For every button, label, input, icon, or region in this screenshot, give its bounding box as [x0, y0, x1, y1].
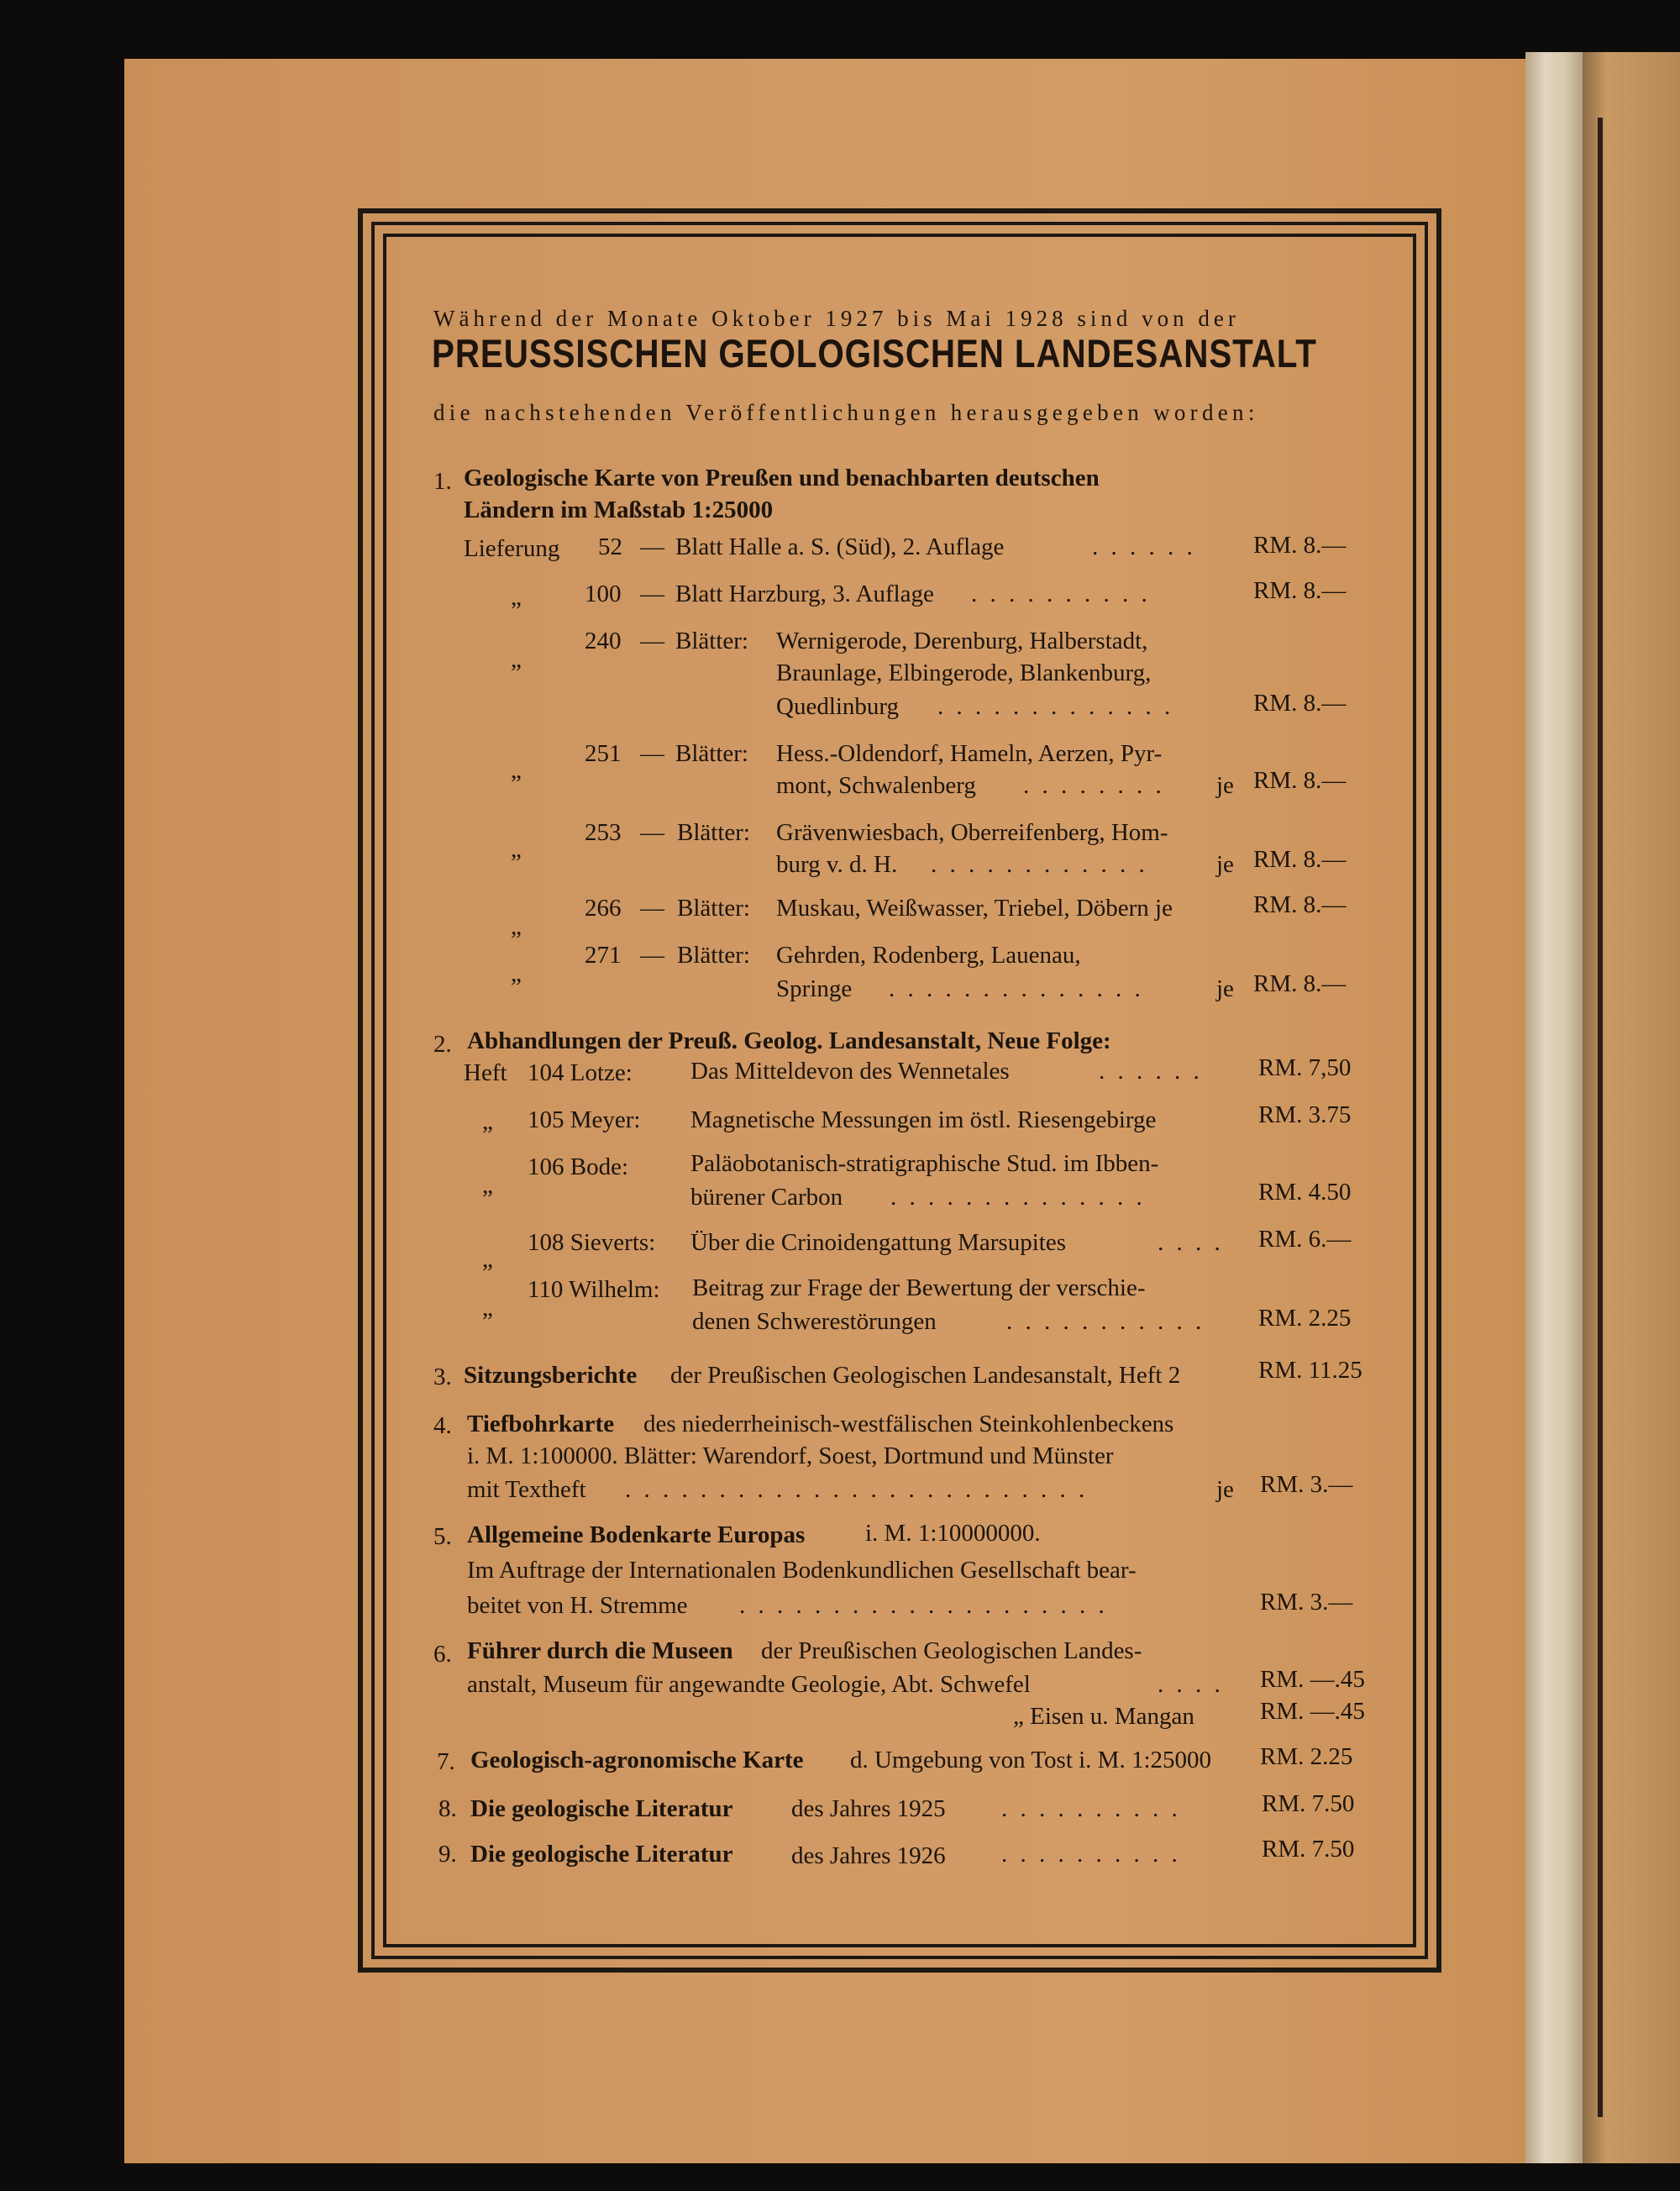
leader-dots: . . . . . . [1099, 1058, 1203, 1085]
section-4-text: des niederrheinisch-westfälischen Steinkohlenbeckens [643, 1411, 1174, 1437]
leader-dots: . . . . . . . . . . [971, 581, 1151, 607]
book-spine [1525, 52, 1583, 2163]
list-item-text: Braunlage, Elbingerode, Blankenburg, [776, 659, 1152, 686]
ditto-mark: „ [482, 1108, 493, 1135]
list-item-dash: — [640, 942, 664, 969]
ditto-mark: „ [482, 1172, 493, 1199]
ditto-mark: „ [482, 1246, 493, 1273]
ditto-mark: „ [511, 646, 522, 673]
leader-dots: . . . . [1158, 1671, 1224, 1698]
list-item-number: 104 Lotze: [528, 1059, 633, 1086]
section-4-number: 4. [433, 1412, 452, 1439]
ditto-mark: „ [511, 584, 522, 611]
list-item-dash: — [640, 581, 664, 607]
leader-dots: . . . . . . . . . . . [1006, 1308, 1205, 1335]
list-item-number: 110 Wilhelm: [528, 1276, 660, 1303]
section-7-bold: Geologisch-agronomische Karte [470, 1747, 804, 1773]
header-subline: die nachstehenden Veröffentlichungen herausgegeben worden: [433, 400, 1259, 425]
ditto-mark: „ [511, 836, 522, 863]
section-5-text: i. M. 1:10000000. [865, 1520, 1041, 1547]
section-4-bold: Tiefbohrkarte [467, 1411, 615, 1437]
header-intro: Während der Monate Oktober 1927 bis Mai 1928 sind von der [433, 306, 1240, 331]
list-item-label: Blätter: [677, 895, 750, 922]
section-8-bold: Die geologische Literatur [470, 1795, 733, 1822]
leader-dots: . . . . . . . . [1023, 772, 1165, 799]
list-item-number: 240 [585, 628, 622, 654]
list-item-number: 266 [585, 895, 622, 922]
list-item-dash: — [640, 740, 664, 767]
price: RM. —.45 [1260, 1698, 1365, 1725]
price: RM. 11.25 [1258, 1357, 1362, 1384]
ditto-mark: „ [511, 757, 522, 784]
section-3-text: der Preußischen Geologischen Landesanstalt, Heft 2 [670, 1362, 1181, 1389]
ditto-mark: „ [482, 1295, 493, 1321]
leader-dots: . . . . . . . . . . . . . . [890, 1184, 1146, 1211]
section-4-text-line3: mit Textheft [467, 1476, 586, 1503]
section-1-number: 1. [433, 468, 452, 495]
list-item-label: Blätter: [675, 628, 748, 654]
list-item-dash: — [640, 895, 664, 922]
section-9-text: des Jahres 1926 [791, 1842, 946, 1869]
leader-dots: . . . . . . . . . . . . [931, 851, 1148, 878]
section-8-text: des Jahres 1925 [791, 1795, 946, 1822]
list-item-text: Magnetische Messungen im östl. Riesengebirge [690, 1106, 1157, 1133]
page-title: PREUSSISCHEN GEOLOGISCHEN LANDESANSTALT [432, 331, 1317, 376]
section-1-title-line2: Ländern im Maßstab 1:25000 [464, 497, 774, 523]
ditto-mark: „ [511, 960, 522, 987]
price: RM. 8.— [1253, 891, 1347, 918]
list-item-text: Muskau, Weißwasser, Triebel, Döbern je [776, 895, 1173, 922]
list-item-number: 105 Meyer: [528, 1106, 641, 1133]
price: RM. 2.25 [1258, 1305, 1352, 1332]
section-2-number: 2. [433, 1031, 452, 1058]
section-2-title: Abhandlungen der Preuß. Geolog. Landesanstalt, Neue Folge: [467, 1027, 1111, 1054]
price: RM. 3.— [1260, 1589, 1353, 1616]
section-4-text-line2: i. M. 1:100000. Blätter: Warendorf, Soest, Dortmund und Münster [467, 1442, 1114, 1469]
price: RM. 8.— [1253, 577, 1347, 604]
list-item-text: Beitrag zur Frage der Bewertung der verschie- [692, 1274, 1146, 1301]
leader-dots: . . . . . . . . . . . . . . [889, 975, 1144, 1002]
list-item-dash: — [640, 628, 664, 654]
price: RM. 8.— [1253, 690, 1347, 717]
list-item-label: Blätter: [675, 740, 748, 767]
list-item-text: Quedlinburg [776, 693, 900, 720]
section-1-title: Geologische Karte von Preußen und benachbarten deutschen [464, 465, 1100, 491]
price: RM. 8.— [1253, 846, 1347, 873]
leader-dots: . . . . . . . . . . . . . . . . . . . . [739, 1592, 1108, 1619]
section-5-number: 5. [433, 1523, 452, 1550]
list-item-prefix: Lieferung [464, 535, 560, 562]
price: RM. 6.— [1258, 1226, 1352, 1253]
list-item-number: 253 [585, 819, 622, 846]
list-item-number: 106 Bode: [528, 1153, 629, 1180]
section-3-bold: Sitzungsberichte [464, 1362, 638, 1389]
list-item-number: 100 [585, 581, 622, 607]
list-item-label: Blätter: [677, 942, 750, 969]
price: RM. —.45 [1260, 1666, 1365, 1693]
list-item-prefix: Heft [464, 1059, 507, 1086]
list-item-text: Blatt Harzburg, 3. Auflage [675, 581, 934, 607]
leader-dots: . . . . . . . . . . [1001, 1841, 1181, 1868]
je-label: je [1216, 1476, 1234, 1503]
price: RM. 8.— [1253, 970, 1347, 997]
list-item-dash: — [640, 533, 664, 560]
list-item-text: Grävenwiesbach, Oberreifenberg, Hom- [776, 819, 1168, 846]
section-8-number: 8. [438, 1795, 457, 1822]
section-6-text-line2: anstalt, Museum für angewandte Geologie, Abt. Schwefel [467, 1671, 1031, 1698]
price: RM. 8.— [1253, 767, 1347, 794]
list-item-text: burg v. d. H. [776, 851, 898, 878]
price: RM. 7,50 [1258, 1054, 1352, 1081]
section-6-text: der Preußischen Geologischen Landes- [761, 1637, 1142, 1664]
list-item-text: Gehrden, Rodenberg, Lauenau, [776, 942, 1081, 969]
je-label: je [1216, 772, 1234, 799]
list-item-text: Das Mitteldevon des Wennetales [690, 1058, 1010, 1085]
section-9-bold: Die geologische Literatur [470, 1841, 733, 1868]
list-item-number: 251 [585, 740, 622, 767]
leader-dots: . . . . [1158, 1229, 1224, 1256]
leader-dots: . . . . . . [1092, 533, 1196, 560]
list-item-text: Über die Crinoidengattung Marsupites [690, 1229, 1066, 1256]
section-5-text-line3: beitet von H. Stremme [467, 1592, 688, 1619]
list-item-label: Blätter: [677, 819, 750, 846]
price: RM. 8.— [1253, 532, 1347, 559]
section-3-number: 3. [433, 1363, 452, 1390]
price: RM. 7.50 [1262, 1790, 1355, 1817]
ditto-mark: „ [511, 913, 522, 940]
list-item-text: Springe [776, 975, 853, 1002]
list-item-number: 108 Sieverts: [528, 1229, 656, 1256]
je-label: je [1216, 975, 1234, 1002]
section-5-bold: Allgemeine Bodenkarte Europas [467, 1521, 806, 1548]
section-5-text-line2: Im Auftrage der Internationalen Bodenkundlichen Gesellschaft bear- [467, 1557, 1137, 1584]
list-item-number: 271 [585, 942, 622, 969]
list-item-text: mont, Schwalenberg [776, 772, 976, 799]
leader-dots: . . . . . . . . . . [1001, 1795, 1181, 1822]
section-7-number: 7. [437, 1748, 455, 1775]
list-item-text: Blatt Halle a. S. (Süd), 2. Auflage [675, 533, 1005, 560]
leader-dots: . . . . . . . . . . . . . . . . . . . . . . . . . [625, 1476, 1089, 1503]
je-label: je [1216, 851, 1234, 878]
section-6-bold: Führer durch die Museen [467, 1637, 733, 1664]
page-gutter-line [1598, 118, 1603, 2117]
list-item-number: 52 [598, 533, 622, 560]
price: RM. 4.50 [1258, 1179, 1352, 1206]
price: RM. 2.25 [1260, 1743, 1353, 1770]
section-7-text: d. Umgebung von Tost i. M. 1:25000 [850, 1747, 1212, 1773]
list-item-dash: — [640, 819, 664, 846]
price: RM. 7.50 [1262, 1836, 1355, 1863]
list-item-text: Paläobotanisch-stratigraphische Stud. im Ibben- [690, 1150, 1159, 1177]
section-9-number: 9. [438, 1841, 457, 1868]
section-6-number: 6. [433, 1641, 452, 1668]
list-item-text: bürener Carbon [690, 1184, 843, 1211]
list-item-text: Hess.-Oldendorf, Hameln, Aerzen, Pyr- [776, 740, 1163, 767]
list-item-text: Wernigerode, Derenburg, Halberstadt, [776, 628, 1148, 654]
price: RM. 3.75 [1258, 1101, 1352, 1128]
leader-dots: . . . . . . . . . . . . . [937, 693, 1174, 720]
section-6-text-line3: „ Eisen u. Mangan [1013, 1703, 1194, 1730]
list-item-text: denen Schwerestörungen [692, 1308, 937, 1335]
price: RM. 3.— [1260, 1471, 1353, 1498]
